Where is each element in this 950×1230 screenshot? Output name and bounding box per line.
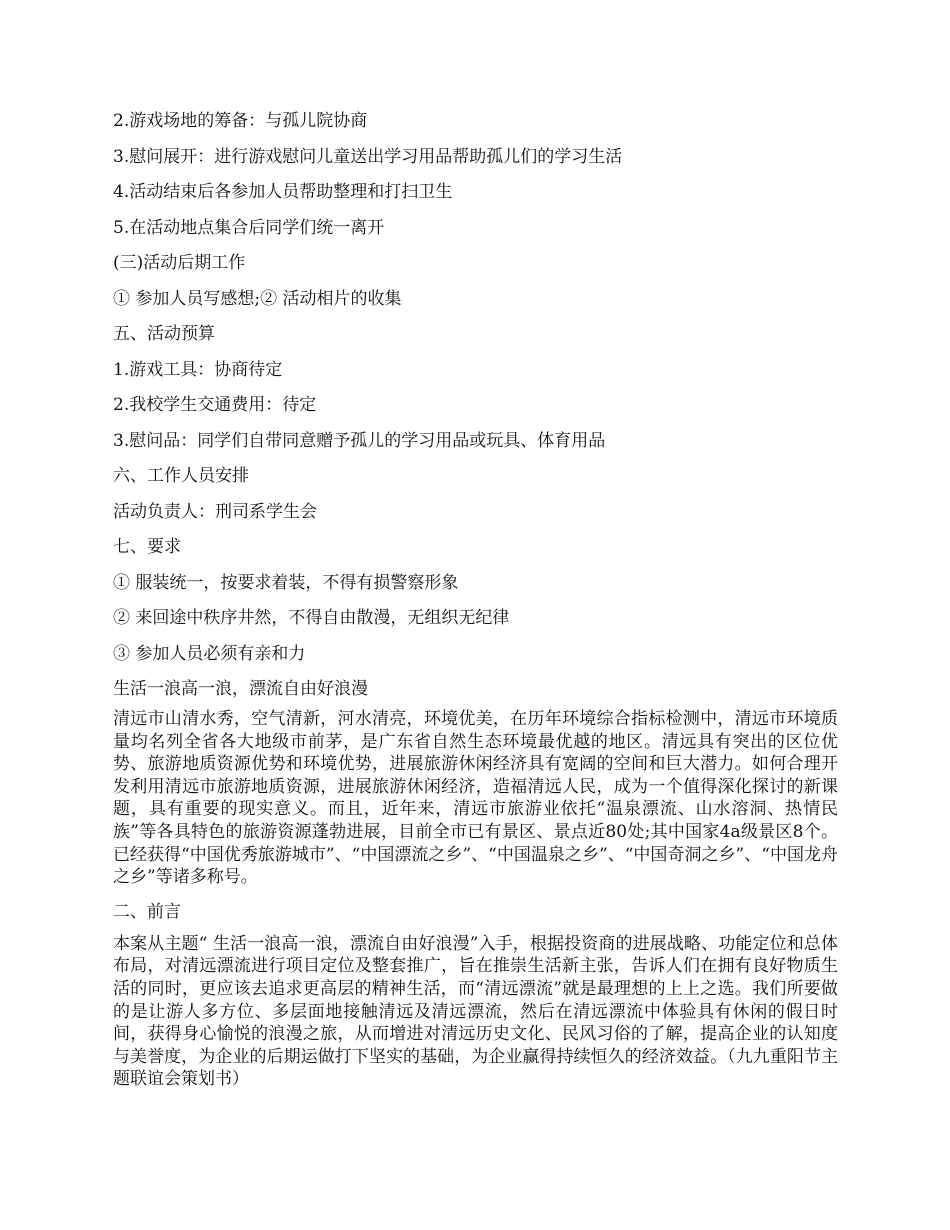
- slogan-title: 生活一浪高一浪，漂流自由好浪漫: [113, 679, 368, 699]
- item-transport-cost: 2.我校学生交通费用：待定: [113, 395, 317, 415]
- item-game-tools: 1.游戏工具：协商待定: [113, 359, 283, 380]
- item-gifts: 3.慰问品：同学们自带同意赠予孤儿的学习用品或玩具、体育用品: [113, 430, 606, 451]
- requirement-order: ② 来回途中秩序井然，不得自由散漫，无组织无纪律: [113, 608, 510, 628]
- item-departure: 5.在活动地点集合后同学们统一离开: [113, 217, 385, 238]
- section-budget: 五、活动预算: [113, 324, 215, 344]
- paragraph-qingyuan-intro: 清远市山清水秀，空气清新，河水清亮，环境优美，在历年环境综合指标检测中，清远市环境质量均名列全省各大地级市前茅，是广东省自然生态环境最优越的地区。清远具有突出的区位优势、旅游地质资源优势和环境优势，进展旅游休闲经济具有宽阔的空间和巨大潜力。如何合理开发利用清远市旅游地质资源，进展旅游休闲经济，造福清远人民，成为一个值得深化探讨的新课题，具有重要的现实意义。而且，近年来，清远市旅游业依托“温泉漂流、山水溶洞、热情民族”等各具特色的旅游资源蓬勃进展，目前全市已有景区、景点近80处;其中国家4a级景区8个。已经获得“中国优秀旅游城市”、“中国漂流之乡”、“中国温泉之乡”、“中国奇洞之乡”、“中国龙舟之乡”等诸多称号。: [113, 709, 838, 888]
- requirement-uniform: ① 服装统一，按要求着装，不得有损警察形象: [113, 572, 459, 593]
- section-requirements: 七、要求: [113, 537, 181, 557]
- item-venue-preparation: 2.游戏场地的筹备：与孤儿院协商: [113, 111, 368, 131]
- item-person-in-charge: 活动负责人：刑司系学生会: [113, 501, 317, 522]
- item-visit-activity: 3.慰问展开：进行游戏慰问儿童送出学习用品帮助孤儿们的学习生活: [113, 146, 623, 167]
- paragraph-preface: 本案从主题“ 生活一浪高一浪，漂流自由好浪漫”入手，根据投资商的进展战略、功能定位和总体布局，对清远漂流进行项目定位及整套推广，旨在推崇生活新主张，告诉人们在拥有良好物质生活的同时，更应该去追求更高层的精神生活，而“清远漂流”就是最理想的上上之选。我们所要做的是让游人多方位、多层面地接触清远及清远漂流，然后在清远漂流中体验具有休闲的假日时间，获得身心愉悦的浪漫之旅，从而增进对清远历史文化、民风习俗的了解，提高企业的认知度与美誉度，为企业的后期运做打下坚实的基础，为企业赢得持续恒久的经济效益。（九九重阳节主题联谊会策划书）: [113, 933, 838, 1090]
- section-staff: 六、工作人员安排: [113, 466, 249, 486]
- item-cleanup: 4.活动结束后各参加人员帮助整理和打扫卫生: [113, 182, 453, 202]
- section-preface: 二、前言: [113, 901, 181, 922]
- requirement-friendliness: ③ 参加人员必须有亲和力: [113, 643, 306, 664]
- section-post-activity: (三)活动后期工作: [113, 253, 246, 273]
- item-post-tasks: ① 参加人员写感想;② 活动相片的收集: [113, 288, 402, 309]
